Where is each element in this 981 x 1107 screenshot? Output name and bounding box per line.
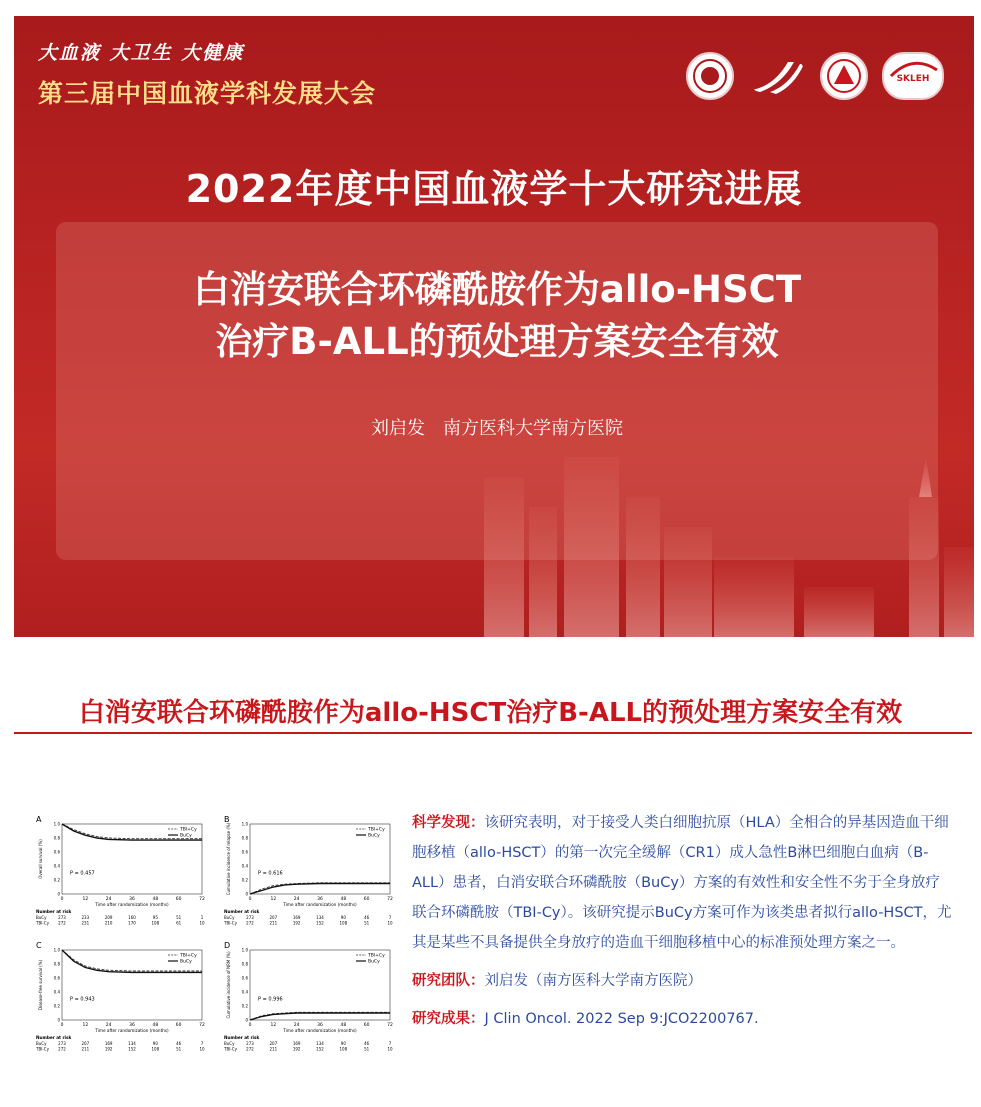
at-risk-count: 152 (316, 920, 324, 926)
x-tick-label: 24 (293, 1023, 300, 1028)
result-paragraph (412, 1004, 952, 1034)
at-risk-count: 273 (246, 1041, 254, 1046)
at-risk-count: 170 (128, 920, 136, 926)
x-tick-label: 0 (60, 897, 64, 902)
at-risk-count: 192 (292, 1046, 301, 1052)
at-risk-group: TBI-Cy (224, 1046, 237, 1052)
at-risk-count: 272 (58, 1046, 66, 1052)
at-risk-label: Number at risk (224, 909, 260, 914)
panel-letter: D (224, 941, 231, 950)
x-tick-label: 60 (175, 897, 182, 902)
x-axis-label: Time after randomization (months) (283, 1028, 357, 1033)
study-description (412, 808, 952, 1034)
x-tick-label: 36 (317, 897, 323, 902)
y-tick-label: 0.8 (53, 961, 60, 967)
y-tick-label: 0 (245, 891, 248, 897)
university-seal-icon (686, 52, 734, 100)
at-risk-count: 272 (246, 920, 254, 926)
at-risk-count: 272 (246, 1046, 254, 1052)
organizer-logos (686, 52, 944, 100)
at-risk-count: 1 (200, 915, 204, 920)
at-risk-count: 108 (151, 920, 160, 926)
finding-paragraph (412, 808, 952, 958)
at-risk-group: TBI-Cy (36, 1046, 49, 1052)
at-risk-count: 108 (151, 1046, 160, 1052)
at-risk-count: 134 (316, 915, 324, 920)
p-value-label: P = 0.457 (70, 870, 95, 877)
at-risk-count: 46 (364, 1041, 370, 1046)
at-risk-count: 134 (316, 1041, 324, 1046)
at-risk-count: 152 (316, 1046, 324, 1052)
at-risk-count: 95 (152, 915, 158, 920)
at-risk-count: 273 (58, 1041, 66, 1046)
legend-label-tbi: TBI+Cy (368, 827, 385, 833)
at-risk-count: 51 (364, 920, 370, 926)
x-tick-label: 12 (82, 1023, 89, 1028)
at-risk-label: Number at risk (36, 909, 72, 914)
finding-label: 科学发现： (412, 815, 485, 831)
series-line-bucy (250, 884, 390, 895)
legend-label-bucy: BuCy (180, 959, 192, 965)
at-risk-count: 211 (269, 920, 278, 926)
y-tick-label: 0.4 (241, 989, 248, 995)
y-tick-label: 0 (57, 891, 60, 897)
series-line-bucy (250, 1013, 390, 1020)
y-tick-label: 1.0 (241, 947, 248, 953)
at-risk-label: Number at risk (224, 1035, 260, 1040)
x-tick-label: 0 (248, 897, 252, 902)
y-tick-label: 0.4 (241, 863, 248, 869)
x-tick-label: 0 (248, 1023, 252, 1028)
y-tick-label: 0.8 (241, 835, 248, 841)
swoosh-logo-icon (748, 54, 806, 98)
panel-letter: A (36, 815, 42, 824)
at-risk-count: 160 (128, 915, 136, 920)
author-affiliation: 南方医科大学南方医院 (443, 418, 623, 439)
legend-label-tbi: TBI+Cy (368, 953, 385, 959)
x-tick-label: 60 (175, 1023, 182, 1028)
at-risk-count: 7 (388, 1041, 392, 1046)
team-text: 刘启发（南方医科大学南方医院） (484, 973, 702, 989)
x-tick-label: 60 (363, 1023, 370, 1028)
at-risk-count: 152 (128, 1046, 136, 1052)
result-text: J Clin Oncol. 2022 Sep 9:JCO2200767. (484, 1011, 759, 1027)
y-axis-label: Cumulative incidence of relapse (%) (226, 822, 231, 896)
skleh-logo-text: SKLEH (896, 74, 930, 84)
at-risk-count: 207 (269, 915, 278, 920)
y-tick-label: 1.0 (53, 821, 60, 827)
y-axis-label: Overall survival (%) (38, 839, 43, 879)
finding-text: 该研究表明，对于接受人类白细胞抗原（HLA）全相合的异基因造血干细胞移植（allo-HSCT）的第一次完全缓解（CR1）成人急性B淋巴细胞白血病（B-ALL）患者，白消安联合环磷酰胺（BuCy）方案的有效性和安全性不劣于全身放疗联合环磷酰胺（TBI-Cy）。该研究提示BuCy方案可作为该类患者拟行allo-HSCT，尤其是某些不具备提供全身放疗的造血干细胞移植中心的标准预处理方案之一。 (412, 815, 952, 951)
at-risk-count: 207 (81, 1041, 90, 1046)
x-tick-label: 72 (387, 897, 393, 902)
at-risk-count: 90 (152, 1041, 158, 1046)
team-label: 研究团队： (412, 973, 485, 989)
x-tick-label: 48 (152, 897, 159, 902)
y-tick-label: 0.2 (241, 1003, 248, 1009)
at-risk-group: TBI-Cy (224, 920, 237, 926)
at-risk-group: BuCy (36, 915, 47, 920)
at-risk-count: 211 (81, 1046, 90, 1052)
at-risk-count: 51 (176, 915, 182, 920)
at-risk-count: 231 (81, 920, 90, 926)
skleh-logo-icon (882, 52, 944, 100)
at-risk-count: 273 (246, 915, 254, 920)
at-risk-count: 108 (339, 1046, 348, 1052)
y-tick-label: 1.0 (53, 947, 60, 953)
at-risk-count: 210 (104, 920, 113, 926)
heading-divider (14, 732, 972, 734)
x-tick-label: 48 (340, 897, 347, 902)
x-tick-label: 24 (105, 897, 112, 902)
conference-name: 第三届中国血液学科发展大会 (38, 79, 377, 108)
x-axis-label: Time after randomization (months) (283, 902, 357, 907)
p-value-label: P = 0.943 (70, 996, 95, 1003)
at-risk-count: 90 (340, 1041, 346, 1046)
survival-curves-figure (34, 812, 394, 1062)
at-risk-count: 46 (176, 1041, 182, 1046)
at-risk-group: BuCy (224, 915, 235, 920)
author-name: 刘启发 (371, 418, 425, 439)
legend-label-bucy: BuCy (180, 833, 192, 839)
at-risk-label: Number at risk (36, 1035, 72, 1040)
x-tick-label: 48 (152, 1023, 159, 1028)
x-tick-label: 72 (199, 897, 205, 902)
team-paragraph (412, 966, 952, 996)
slogan: 大血液 大卫生 大健康 (38, 42, 245, 64)
at-risk-count: 192 (292, 920, 301, 926)
at-risk-group: BuCy (36, 1041, 47, 1046)
x-tick-label: 72 (387, 1023, 393, 1028)
y-tick-label: 0.6 (241, 975, 248, 981)
study-title-line-2: 治疗B-ALL的预处理方案安全有效 (215, 320, 779, 363)
legend-label-bucy: BuCy (368, 833, 380, 839)
p-value-label: P = 0.996 (258, 996, 283, 1003)
y-tick-label: 0.8 (53, 835, 60, 841)
y-tick-label: 0.4 (53, 863, 60, 869)
y-tick-label: 1.0 (241, 821, 248, 827)
x-tick-label: 24 (105, 1023, 112, 1028)
at-risk-count: 211 (269, 1046, 278, 1052)
x-axis-label: Time after randomization (months) (95, 1028, 169, 1033)
society-emblem-icon (820, 52, 868, 100)
x-tick-label: 12 (82, 897, 89, 902)
at-risk-count: 10 (387, 1046, 393, 1052)
at-risk-count: 108 (339, 920, 348, 926)
y-tick-label: 0 (57, 1017, 60, 1023)
legend-label-tbi: TBI+Cy (180, 953, 197, 959)
at-risk-count: 192 (104, 1046, 113, 1052)
p-value-label: P = 0.616 (258, 870, 283, 877)
at-risk-count: 90 (340, 915, 346, 920)
at-risk-count: 273 (58, 915, 66, 920)
author-line (56, 414, 938, 440)
at-risk-count: 134 (128, 1041, 136, 1046)
x-tick-label: 24 (293, 897, 300, 902)
at-risk-count: 10 (199, 920, 205, 926)
y-tick-label: 0.6 (241, 849, 248, 855)
study-title (56, 264, 938, 368)
x-tick-label: 12 (270, 897, 277, 902)
study-title-line-1: 白消安联合环磷酰胺作为allo-HSCT (192, 268, 802, 311)
x-tick-label: 60 (363, 897, 370, 902)
section-heading: 白消安联合环磷酰胺作为allo-HSCT治疗B-ALL的预处理方案安全有效 (78, 698, 903, 728)
y-tick-label: 0.4 (53, 989, 60, 995)
title-panel (56, 222, 938, 560)
at-risk-count: 207 (269, 1041, 278, 1046)
at-risk-count: 10 (199, 1046, 205, 1052)
at-risk-count: 10 (387, 920, 393, 926)
y-axis-label: Disease-free survival (%) (38, 959, 43, 1011)
at-risk-count: 51 (364, 1046, 370, 1052)
at-risk-count: 209 (104, 915, 113, 920)
at-risk-count: 7 (388, 915, 392, 920)
conference-banner (14, 16, 974, 637)
y-tick-label: 0.2 (53, 1003, 60, 1009)
x-tick-label: 12 (270, 1023, 277, 1028)
y-tick-label: 0.2 (241, 877, 248, 883)
x-tick-label: 36 (129, 897, 135, 902)
legend-label-bucy: BuCy (368, 959, 380, 965)
y-tick-label: 0.6 (53, 975, 60, 981)
at-risk-count: 51 (176, 1046, 182, 1052)
x-tick-label: 0 (60, 1023, 64, 1028)
at-risk-count: 169 (292, 1041, 301, 1046)
at-risk-group: TBI-Cy (36, 920, 49, 926)
y-tick-label: 0.6 (53, 849, 60, 855)
at-risk-count: 46 (364, 915, 370, 920)
y-tick-label: 0.2 (53, 877, 60, 883)
y-tick-label: 0.8 (241, 961, 248, 967)
panel-letter: C (36, 941, 42, 950)
y-tick-label: 0 (245, 1017, 248, 1023)
x-tick-label: 72 (199, 1023, 205, 1028)
annual-progress-title: 2022年度中国血液学十大研究进展 (185, 167, 803, 211)
legend-label-tbi: TBI+Cy (180, 827, 197, 833)
at-risk-count: 7 (200, 1041, 204, 1046)
at-risk-count: 233 (81, 915, 90, 920)
x-tick-label: 36 (129, 1023, 135, 1028)
result-label: 研究成果： (412, 1011, 485, 1027)
at-risk-group: BuCy (224, 1041, 235, 1046)
x-axis-label: Time after randomization (months) (95, 902, 169, 907)
at-risk-count: 272 (58, 920, 66, 926)
at-risk-count: 169 (292, 915, 301, 920)
x-tick-label: 48 (340, 1023, 347, 1028)
panel-letter: B (224, 815, 230, 824)
at-risk-count: 61 (176, 920, 182, 926)
y-axis-label: Cumulative incidence of NRM (%) (226, 951, 231, 1019)
at-risk-count: 169 (104, 1041, 113, 1046)
x-tick-label: 36 (317, 1023, 323, 1028)
